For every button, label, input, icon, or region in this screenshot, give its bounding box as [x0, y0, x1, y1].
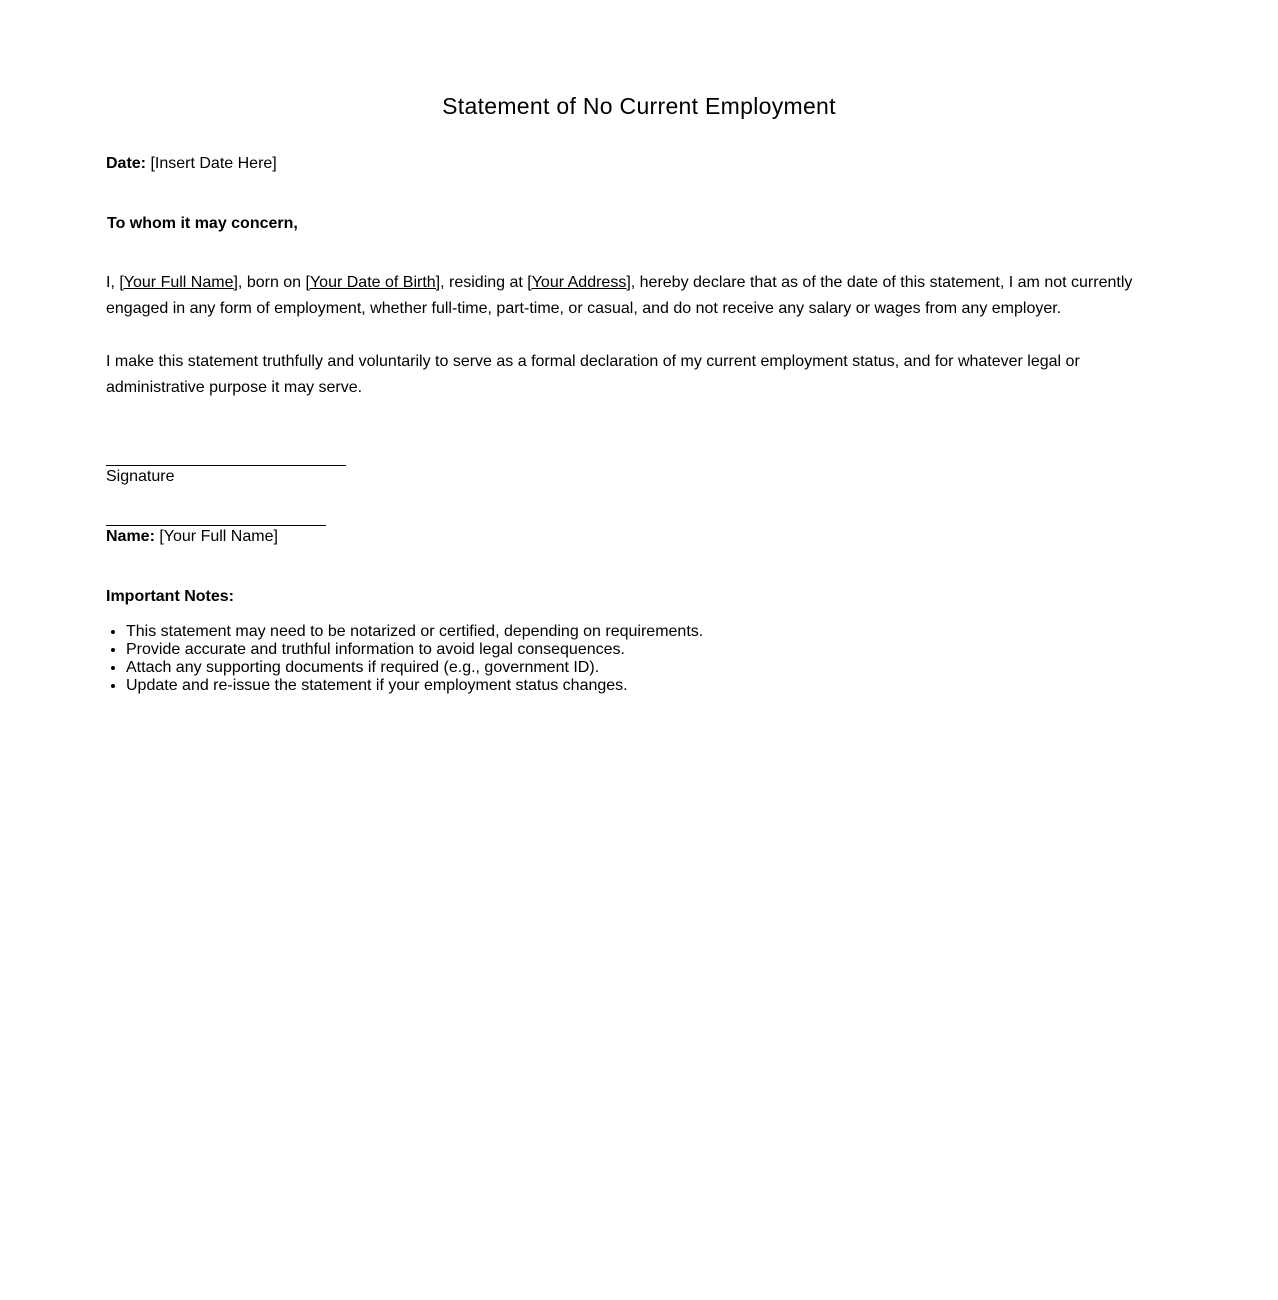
list-item: • This statement may need to be notarized or certified, depending on requirements. — [126, 623, 703, 641]
para1-text-1: I, — [106, 274, 120, 291]
purpose-paragraph: I make this statement truthfully and voluntarily to serve as a formal declaration of my current employment status, and for whatever legal or administrative purpose it may serve. — [106, 353, 1080, 396]
name-label: Name: — [106, 528, 155, 545]
list-item: • Attach any supporting documents if required (e.g., government ID). — [126, 659, 703, 677]
document-title: Statement of No Current Employment — [442, 93, 836, 119]
name-row — [106, 527, 278, 547]
signature-label: Signature — [106, 468, 175, 485]
name-value: [Your Full Name] — [159, 528, 278, 545]
notes-heading: Important Notes: — [106, 588, 234, 605]
para1-text-3: , residing at — [440, 274, 528, 291]
address-placeholder: [Your Address] — [527, 274, 631, 291]
para1-text-4: , hereby declare that as of the date of this statement, I am not currently engaged in any form of employment, whether full-time, part-time, or casual, and do not receive any salary or wages from any employer. — [106, 274, 1133, 317]
date-value: [Insert Date Here] — [150, 155, 277, 172]
list-item: • Update and re-issue the statement if your employment status changes. — [126, 677, 703, 695]
date-label: Date: — [106, 155, 147, 172]
salutation: To whom it may concern, — [107, 215, 298, 232]
list-item: • Provide accurate and truthful information to avoid legal consequences. — [126, 641, 703, 659]
date-line — [106, 154, 277, 174]
notes-list — [106, 623, 703, 695]
date-of-birth-placeholder: [Your Date of Birth] — [305, 274, 441, 291]
name-line — [106, 525, 326, 526]
declaration-paragraph — [106, 270, 1146, 322]
signature-line — [106, 465, 346, 466]
para1-text-2: , born on — [237, 274, 306, 291]
full-name-placeholder: [Your Full Name] — [119, 274, 238, 291]
